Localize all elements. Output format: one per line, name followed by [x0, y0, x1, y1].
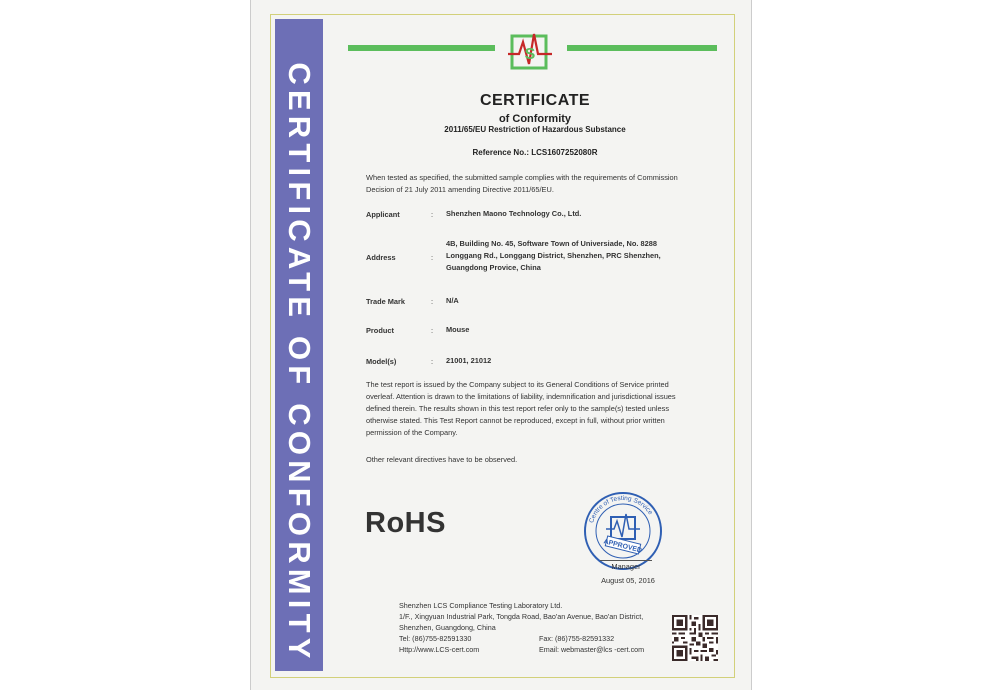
terms-line: permission of the Company.	[366, 428, 458, 437]
terms-line: overleaf. Attention is drawn to the limitations of liability, indemnification and jurisdictional issues	[366, 392, 676, 401]
address-line: 4B, Building No. 45, Software Town of Universiade, No. 8288	[446, 239, 657, 248]
product-value: Mouse	[446, 325, 470, 334]
side-banner-text: CERTIFICATE OF CONFORMITY	[282, 62, 317, 664]
models-colon: :	[431, 357, 434, 366]
footer-email: Email: webmaster@lcs -cert.com	[539, 645, 645, 654]
terms-paragraph	[366, 379, 706, 439]
seal-center-text: APPROVED	[602, 538, 643, 555]
intro-paragraph	[366, 172, 706, 196]
applicant-label: Applicant	[366, 210, 400, 219]
footer-address	[399, 611, 699, 633]
address-line: Longgang Rd., Longgang District, Shenzhen, PRC Shenzhen,	[446, 251, 661, 260]
footer-address-line: 1/F., Xingyuan Industrial Park, Tongda Road, Bao'an Avenue, Bao'an District,	[399, 612, 644, 621]
footer-lab-name: Shenzhen LCS Compliance Testing Laboratory Ltd.	[399, 601, 563, 610]
trademark-label: Trade Mark	[366, 297, 406, 306]
header-bar-left	[348, 45, 495, 51]
address-value	[446, 238, 716, 274]
intro-line: When tested as specified, the submitted sample complies with the requirements of Commission	[366, 173, 678, 182]
qr-code-icon	[672, 615, 718, 661]
intro-line: Decision of 21 July 2011 amending Directive 2011/65/EU.	[366, 185, 554, 194]
applicant-colon: :	[431, 210, 434, 219]
header-bar-right	[567, 45, 717, 51]
terms-line: defined therein. The results shown in this test report refer only to the sample(s) tested unless	[366, 404, 670, 413]
address-line: Guangdong Provice, China	[446, 263, 541, 272]
terms-line: The test report is issued by the Company subject to its General Conditions of Service printed	[366, 380, 669, 389]
lcs-logo-icon	[507, 28, 553, 74]
directive-line: 2011/65/EU Restriction of Hazardous Substance	[444, 125, 626, 134]
signature-line	[600, 560, 652, 561]
certificate-title: CERTIFICATE	[479, 92, 591, 109]
other-directives: Other relevant directives have to be observed.	[366, 455, 518, 464]
applicant-value: Shenzhen Maono Technology Co., Ltd.	[446, 209, 582, 218]
footer-web: Http://www.LCS-cert.com	[399, 645, 480, 654]
certificate-subtitle: of Conformity	[498, 113, 572, 125]
reference-number: Reference No.: LCS1607252080R	[472, 148, 598, 157]
rohs-mark: RoHS	[365, 507, 446, 539]
footer-fax: Fax: (86)755-82591332	[539, 634, 615, 643]
product-label: Product	[366, 326, 394, 335]
trademark-colon: :	[431, 297, 434, 306]
terms-line: otherwise stated. This Test Report cannot be reproduced, except in full, without prior written	[366, 416, 665, 425]
footer-address-line: Shenzhen, Guangdong, China	[399, 623, 496, 632]
address-colon: :	[431, 253, 434, 262]
product-colon: :	[431, 326, 434, 335]
footer-tel: Tel: (86)755-82591330	[399, 634, 472, 643]
trademark-value: N/A	[446, 296, 459, 305]
models-label: Model(s)	[366, 357, 397, 366]
signatory-title: Manager	[611, 562, 641, 571]
seal-ring-text: Centre of Testing Service	[588, 494, 654, 524]
logo-letters: S	[524, 46, 536, 63]
models-value: 21001, 21012	[446, 356, 492, 365]
issue-date: August 05, 2016	[601, 576, 655, 585]
address-label: Address	[366, 253, 396, 262]
